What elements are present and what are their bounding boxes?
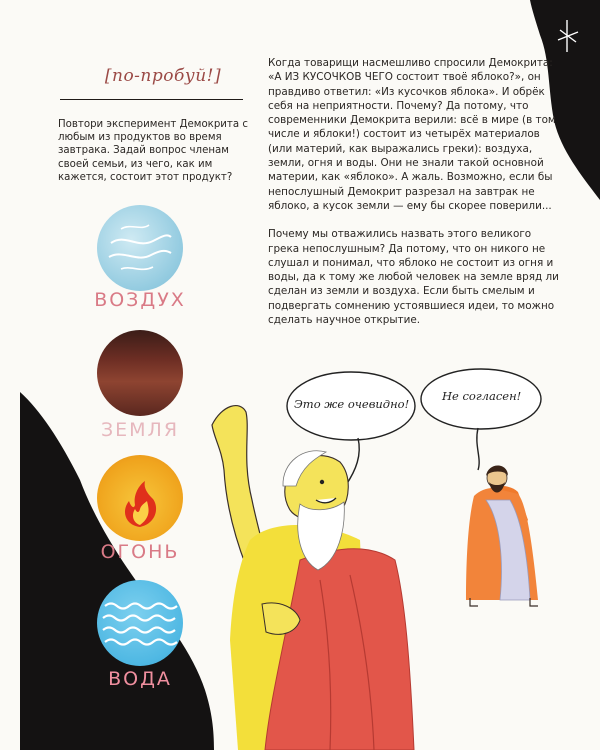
democritus-speech: Это же очевидно! bbox=[294, 397, 410, 411]
try-title: [по-пробуй!] bbox=[104, 66, 222, 86]
try-instructions: Повтори эксперимент Демокрита с любым из продуктов во время завтрака. Задай вопрос членам своей семьи, из чего, как им кажется, состоит этот продукт? bbox=[58, 119, 248, 183]
paragraph-1: Когда товарищи насмешливо спросили Демокрита: «А ИЗ КУСОЧКОВ ЧЕГО состоит твоё яблоко?», он правдиво ответил: «Из кусочков яблока». И обрёк себя на неприятности. Почему? Да потому, что современники Демокрита верили: всё в мире (в том числе и яблоки!) состоит из четырёх материалов (или материй, как выражались греки): воздуха, земли, огня и воды. Они не знали такой основной материи, как «яблоко». А жаль. Возможно, если бы непослушный Демокрит разрезал на завтрак не яблоко, а кусок земли — ему бы скорее поверили... bbox=[268, 57, 556, 212]
air-label: ВОЗДУХ bbox=[94, 289, 186, 311]
speech-bubble-opponent bbox=[421, 369, 541, 470]
opponent-speech: Не согласен! bbox=[442, 389, 522, 403]
fire-label: ОГОНЬ bbox=[100, 541, 180, 563]
opponent-figure bbox=[466, 466, 538, 607]
earth-label: ЗЕМЛЯ bbox=[100, 419, 180, 441]
water-label: ВОДА bbox=[108, 668, 172, 690]
paragraph-2: Почему мы отважились назвать этого великого грека непослушным? Да потому, что он никого не слушал и понимал, что яблоко не состоит из огня и воды, да к тому же любой человек на земле вряд ли сделан из земли и воздуха. Если быть смелым и подвергать сомнению устоявшиеся идеи, то можно сделать научное открытие. bbox=[268, 228, 559, 327]
democritus-figure bbox=[212, 406, 414, 750]
